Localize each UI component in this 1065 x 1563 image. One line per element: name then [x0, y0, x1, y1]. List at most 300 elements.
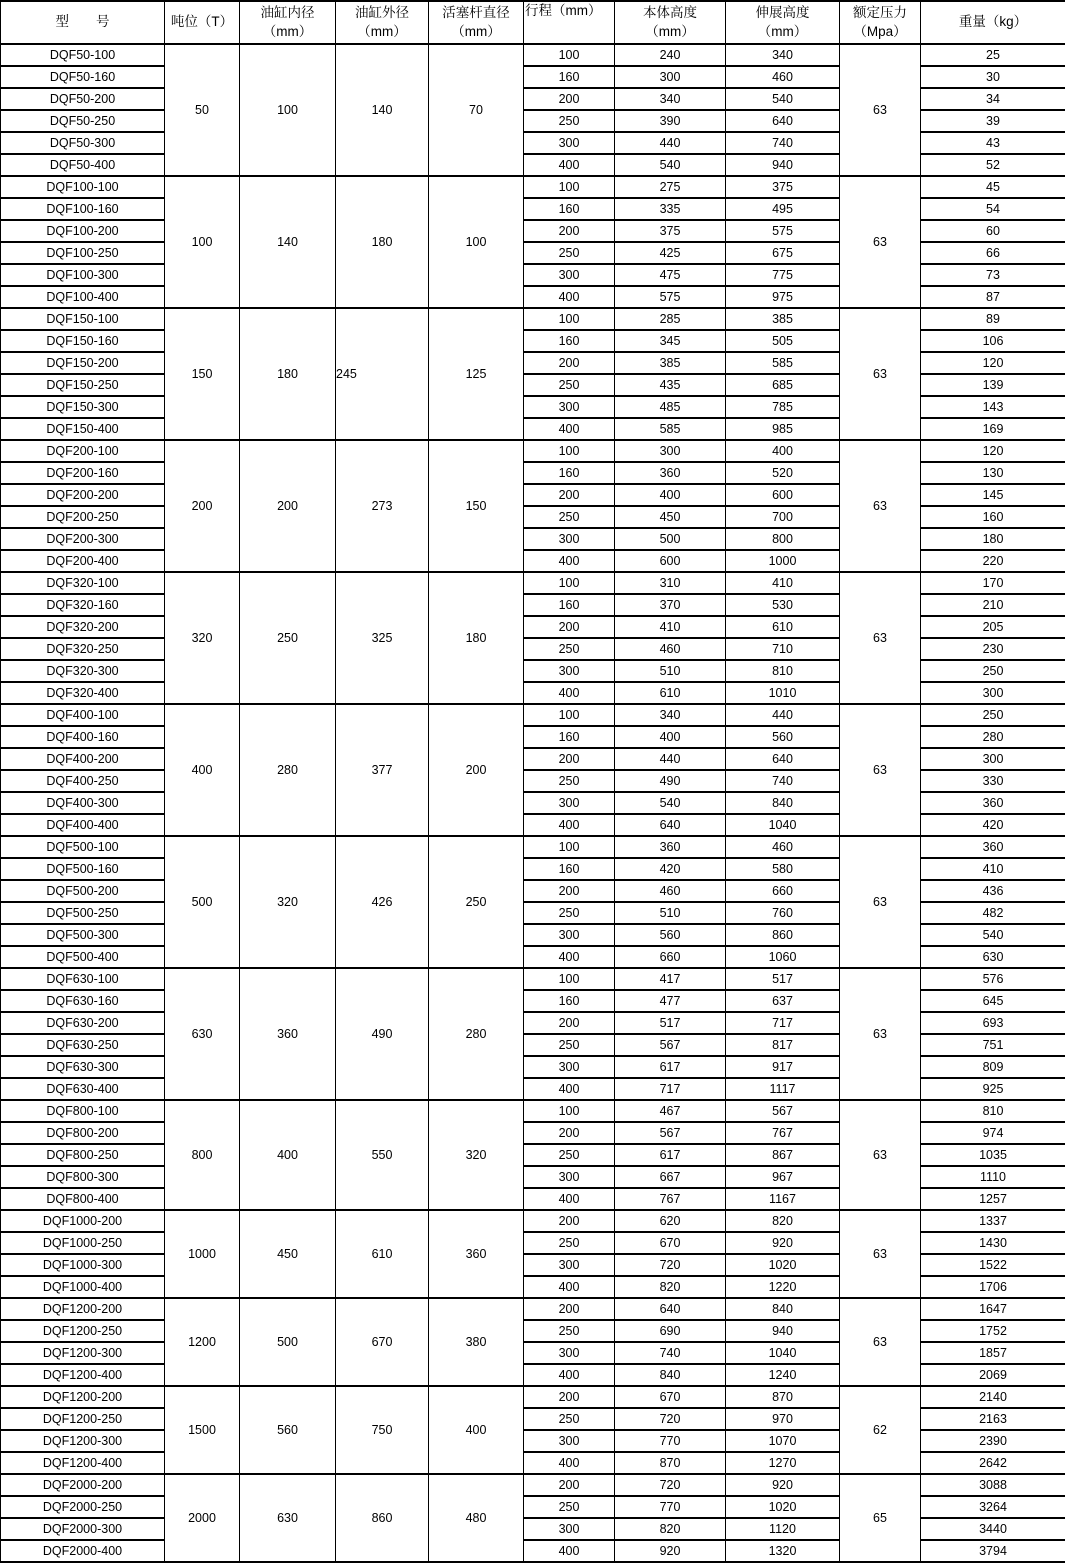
extended-height-cell: 505 — [726, 330, 840, 352]
weight-cell: 250 — [921, 660, 1065, 682]
stroke-cell: 160 — [524, 858, 615, 880]
weight-cell: 66 — [921, 242, 1065, 264]
model-cell: DQF1200-400 — [1, 1452, 165, 1474]
col-header-pressure-label: 额定压力 — [853, 5, 907, 20]
weight-cell: 120 — [921, 440, 1065, 462]
weight-cell: 1522 — [921, 1254, 1065, 1276]
model-cell: DQF630-200 — [1, 1012, 165, 1034]
weight-cell: 925 — [921, 1078, 1065, 1100]
extended-height-cell: 700 — [726, 506, 840, 528]
weight-cell: 693 — [921, 1012, 1065, 1034]
weight-cell: 2163 — [921, 1408, 1065, 1430]
body-height-cell: 670 — [615, 1232, 726, 1254]
tonnage-cell: 200 — [165, 440, 240, 572]
outer-diameter-cell: 140 — [336, 44, 429, 176]
weight-cell: 576 — [921, 968, 1065, 990]
stroke-cell: 300 — [524, 660, 615, 682]
extended-height-cell: 1120 — [726, 1518, 840, 1540]
body-height-cell: 467 — [615, 1100, 726, 1122]
model-cell: DQF1200-300 — [1, 1430, 165, 1452]
model-cell: DQF320-200 — [1, 616, 165, 638]
pressure-cell: 63 — [840, 176, 921, 308]
stroke-cell: 100 — [524, 176, 615, 198]
body-height-cell: 690 — [615, 1320, 726, 1342]
extended-height-cell: 340 — [726, 44, 840, 66]
outer-diameter-cell: 670 — [336, 1298, 429, 1386]
rod-diameter-cell: 280 — [429, 968, 524, 1100]
tonnage-cell: 2000 — [165, 1474, 240, 1562]
extended-height-cell: 740 — [726, 770, 840, 792]
outer-diameter-cell: 490 — [336, 968, 429, 1100]
weight-cell: 2642 — [921, 1452, 1065, 1474]
body-height-cell: 390 — [615, 110, 726, 132]
extended-height-cell: 540 — [726, 88, 840, 110]
extended-height-cell: 1020 — [726, 1254, 840, 1276]
weight-cell: 169 — [921, 418, 1065, 440]
weight-cell: 1857 — [921, 1342, 1065, 1364]
weight-cell: 3794 — [921, 1540, 1065, 1562]
body-height-cell: 400 — [615, 484, 726, 506]
body-height-cell: 600 — [615, 550, 726, 572]
bore-diameter-cell: 140 — [240, 176, 336, 308]
weight-cell: 2390 — [921, 1430, 1065, 1452]
weight-cell: 540 — [921, 924, 1065, 946]
weight-cell: 220 — [921, 550, 1065, 572]
pressure-cell: 63 — [840, 308, 921, 440]
extended-height-cell: 1060 — [726, 946, 840, 968]
stroke-cell: 200 — [524, 220, 615, 242]
stroke-cell: 250 — [524, 506, 615, 528]
stroke-cell: 400 — [524, 550, 615, 572]
body-height-cell: 300 — [615, 440, 726, 462]
weight-cell: 410 — [921, 858, 1065, 880]
extended-height-cell: 740 — [726, 132, 840, 154]
col-header-bore-unit: （mm） — [240, 23, 335, 41]
extended-height-cell: 1117 — [726, 1078, 840, 1100]
table-row — [1, 968, 1065, 990]
tonnage-cell: 1000 — [165, 1210, 240, 1298]
body-height-cell: 667 — [615, 1166, 726, 1188]
model-cell: DQF630-100 — [1, 968, 165, 990]
extended-height-cell: 1220 — [726, 1276, 840, 1298]
col-header-extended-height-unit: （mm） — [726, 23, 839, 41]
body-height-cell: 485 — [615, 396, 726, 418]
stroke-cell: 300 — [524, 924, 615, 946]
model-cell: DQF150-200 — [1, 352, 165, 374]
stroke-cell: 400 — [524, 1540, 615, 1562]
body-height-cell: 475 — [615, 264, 726, 286]
model-cell: DQF800-400 — [1, 1188, 165, 1210]
model-cell: DQF1000-200 — [1, 1210, 165, 1232]
weight-cell: 1430 — [921, 1232, 1065, 1254]
body-height-cell: 335 — [615, 198, 726, 220]
rod-diameter-cell: 100 — [429, 176, 524, 308]
extended-height-cell: 967 — [726, 1166, 840, 1188]
weight-cell: 54 — [921, 198, 1065, 220]
stroke-cell: 400 — [524, 286, 615, 308]
body-height-cell: 345 — [615, 330, 726, 352]
rod-diameter-cell: 380 — [429, 1298, 524, 1386]
body-height-cell: 560 — [615, 924, 726, 946]
extended-height-cell: 560 — [726, 726, 840, 748]
model-cell: DQF200-300 — [1, 528, 165, 550]
model-cell: DQF320-160 — [1, 594, 165, 616]
body-height-cell: 717 — [615, 1078, 726, 1100]
weight-cell: 30 — [921, 66, 1065, 88]
stroke-cell: 160 — [524, 726, 615, 748]
weight-cell: 160 — [921, 506, 1065, 528]
col-header-body-height-label: 本体高度 — [643, 5, 697, 20]
tonnage-cell: 150 — [165, 308, 240, 440]
model-cell: DQF2000-250 — [1, 1496, 165, 1518]
extended-height-cell: 1320 — [726, 1540, 840, 1562]
extended-height-cell: 1020 — [726, 1496, 840, 1518]
col-header-rod-diameter — [429, 1, 524, 44]
outer-diameter-cell: 550 — [336, 1100, 429, 1210]
extended-height-cell: 460 — [726, 836, 840, 858]
tonnage-cell: 800 — [165, 1100, 240, 1210]
pressure-cell: 63 — [840, 1298, 921, 1386]
table-row — [1, 1474, 1065, 1496]
stroke-cell: 250 — [524, 770, 615, 792]
rod-diameter-cell: 125 — [429, 308, 524, 440]
model-cell: DQF1000-400 — [1, 1276, 165, 1298]
col-header-body-height-unit: （mm） — [615, 23, 725, 41]
extended-height-cell: 567 — [726, 1100, 840, 1122]
bore-diameter-cell: 320 — [240, 836, 336, 968]
extended-height-cell: 460 — [726, 66, 840, 88]
model-cell: DQF1000-300 — [1, 1254, 165, 1276]
model-cell: DQF50-200 — [1, 88, 165, 110]
body-height-cell: 770 — [615, 1430, 726, 1452]
bore-diameter-cell: 630 — [240, 1474, 336, 1562]
body-height-cell: 410 — [615, 616, 726, 638]
stroke-cell: 250 — [524, 1408, 615, 1430]
weight-cell: 280 — [921, 726, 1065, 748]
stroke-cell: 300 — [524, 528, 615, 550]
rod-diameter-cell: 200 — [429, 704, 524, 836]
extended-height-cell: 1167 — [726, 1188, 840, 1210]
stroke-cell: 200 — [524, 616, 615, 638]
bore-diameter-cell: 250 — [240, 572, 336, 704]
weight-cell: 751 — [921, 1034, 1065, 1056]
stroke-cell: 250 — [524, 1144, 615, 1166]
stroke-cell: 300 — [524, 396, 615, 418]
model-cell: DQF1200-200 — [1, 1298, 165, 1320]
model-cell: DQF100-100 — [1, 176, 165, 198]
body-height-cell: 720 — [615, 1254, 726, 1276]
rod-diameter-cell: 400 — [429, 1386, 524, 1474]
body-height-cell: 540 — [615, 154, 726, 176]
extended-height-cell: 1240 — [726, 1364, 840, 1386]
bore-diameter-cell: 400 — [240, 1100, 336, 1210]
pressure-cell: 63 — [840, 968, 921, 1100]
stroke-cell: 400 — [524, 154, 615, 176]
extended-height-cell: 1040 — [726, 1342, 840, 1364]
body-height-cell: 275 — [615, 176, 726, 198]
extended-height-cell: 410 — [726, 572, 840, 594]
extended-height-cell: 375 — [726, 176, 840, 198]
extended-height-cell: 867 — [726, 1144, 840, 1166]
weight-cell: 210 — [921, 594, 1065, 616]
model-cell: DQF800-300 — [1, 1166, 165, 1188]
table-header — [1, 1, 1065, 44]
stroke-cell: 250 — [524, 374, 615, 396]
body-height-cell: 870 — [615, 1452, 726, 1474]
table-row — [1, 836, 1065, 858]
body-height-cell: 360 — [615, 836, 726, 858]
weight-cell: 3264 — [921, 1496, 1065, 1518]
tonnage-cell: 320 — [165, 572, 240, 704]
table-row — [1, 572, 1065, 594]
extended-height-cell: 710 — [726, 638, 840, 660]
stroke-cell: 100 — [524, 440, 615, 462]
stroke-cell: 250 — [524, 242, 615, 264]
col-header-outer-unit: （mm） — [336, 23, 428, 41]
body-height-cell: 417 — [615, 968, 726, 990]
col-header-outer-diameter — [336, 1, 429, 44]
body-height-cell: 425 — [615, 242, 726, 264]
weight-cell: 106 — [921, 330, 1065, 352]
weight-cell: 120 — [921, 352, 1065, 374]
col-header-weight — [921, 1, 1065, 44]
body-height-cell: 567 — [615, 1034, 726, 1056]
extended-height-cell: 517 — [726, 968, 840, 990]
extended-height-cell: 820 — [726, 1210, 840, 1232]
weight-cell: 3440 — [921, 1518, 1065, 1540]
table-body — [1, 44, 1065, 1562]
extended-height-cell: 640 — [726, 748, 840, 770]
table-row — [1, 704, 1065, 726]
stroke-cell: 200 — [524, 1298, 615, 1320]
body-height-cell: 375 — [615, 220, 726, 242]
bore-diameter-cell: 450 — [240, 1210, 336, 1298]
body-height-cell: 670 — [615, 1386, 726, 1408]
stroke-cell: 250 — [524, 902, 615, 924]
extended-height-cell: 975 — [726, 286, 840, 308]
weight-cell: 1647 — [921, 1298, 1065, 1320]
model-cell: DQF150-250 — [1, 374, 165, 396]
model-cell: DQF400-250 — [1, 770, 165, 792]
stroke-cell: 300 — [524, 1430, 615, 1452]
model-cell: DQF150-100 — [1, 308, 165, 330]
rod-diameter-cell: 320 — [429, 1100, 524, 1210]
stroke-cell: 200 — [524, 1474, 615, 1496]
extended-height-cell: 920 — [726, 1232, 840, 1254]
extended-height-cell: 600 — [726, 484, 840, 506]
model-cell: DQF320-100 — [1, 572, 165, 594]
weight-cell: 52 — [921, 154, 1065, 176]
weight-cell: 1337 — [921, 1210, 1065, 1232]
rod-diameter-cell: 360 — [429, 1210, 524, 1298]
model-cell: DQF100-200 — [1, 220, 165, 242]
col-header-extended-height-label: 伸展高度 — [756, 5, 810, 20]
body-height-cell: 240 — [615, 44, 726, 66]
body-height-cell: 510 — [615, 660, 726, 682]
body-height-cell: 640 — [615, 1298, 726, 1320]
stroke-cell: 300 — [524, 792, 615, 814]
weight-cell: 25 — [921, 44, 1065, 66]
weight-cell: 130 — [921, 462, 1065, 484]
body-height-cell: 610 — [615, 682, 726, 704]
extended-height-cell: 985 — [726, 418, 840, 440]
extended-height-cell: 840 — [726, 1298, 840, 1320]
pressure-cell: 63 — [840, 1100, 921, 1210]
model-cell: DQF1200-250 — [1, 1408, 165, 1430]
model-cell: DQF1000-250 — [1, 1232, 165, 1254]
outer-diameter-cell: 180 — [336, 176, 429, 308]
table-row — [1, 1100, 1065, 1122]
weight-cell: 43 — [921, 132, 1065, 154]
table-row — [1, 44, 1065, 66]
col-header-bore-diameter — [240, 1, 336, 44]
stroke-cell: 200 — [524, 484, 615, 506]
table-row — [1, 1386, 1065, 1408]
weight-cell: 3088 — [921, 1474, 1065, 1496]
outer-diameter-cell: 273 — [336, 440, 429, 572]
stroke-cell: 100 — [524, 968, 615, 990]
tonnage-cell: 1200 — [165, 1298, 240, 1386]
body-height-cell: 720 — [615, 1474, 726, 1496]
tonnage-cell: 50 — [165, 44, 240, 176]
stroke-cell: 100 — [524, 704, 615, 726]
model-cell: DQF800-250 — [1, 1144, 165, 1166]
col-header-body-height — [615, 1, 726, 44]
extended-height-cell: 860 — [726, 924, 840, 946]
stroke-cell: 160 — [524, 330, 615, 352]
tonnage-cell: 630 — [165, 968, 240, 1100]
extended-height-cell: 660 — [726, 880, 840, 902]
model-cell: DQF50-250 — [1, 110, 165, 132]
outer-diameter-cell: 610 — [336, 1210, 429, 1298]
model-cell: DQF50-400 — [1, 154, 165, 176]
weight-cell: 645 — [921, 990, 1065, 1012]
extended-height-cell: 1000 — [726, 550, 840, 572]
weight-cell: 420 — [921, 814, 1065, 836]
extended-height-cell: 640 — [726, 110, 840, 132]
weight-cell: 809 — [921, 1056, 1065, 1078]
weight-cell: 360 — [921, 792, 1065, 814]
model-cell: DQF500-160 — [1, 858, 165, 880]
extended-height-cell: 637 — [726, 990, 840, 1012]
body-height-cell: 340 — [615, 88, 726, 110]
extended-height-cell: 675 — [726, 242, 840, 264]
model-cell: DQF500-400 — [1, 946, 165, 968]
col-header-model — [1, 1, 165, 44]
extended-height-cell: 610 — [726, 616, 840, 638]
body-height-cell: 460 — [615, 638, 726, 660]
bore-diameter-cell: 560 — [240, 1386, 336, 1474]
model-cell: DQF50-100 — [1, 44, 165, 66]
rod-diameter-cell: 180 — [429, 572, 524, 704]
model-cell: DQF800-100 — [1, 1100, 165, 1122]
tonnage-cell: 100 — [165, 176, 240, 308]
body-height-cell: 617 — [615, 1056, 726, 1078]
extended-height-cell: 800 — [726, 528, 840, 550]
rod-diameter-cell: 480 — [429, 1474, 524, 1562]
extended-height-cell: 575 — [726, 220, 840, 242]
extended-height-cell: 785 — [726, 396, 840, 418]
model-cell: DQF500-200 — [1, 880, 165, 902]
body-height-cell: 620 — [615, 1210, 726, 1232]
model-cell: DQF500-100 — [1, 836, 165, 858]
extended-height-cell: 495 — [726, 198, 840, 220]
weight-cell: 143 — [921, 396, 1065, 418]
stroke-cell: 100 — [524, 1100, 615, 1122]
outer-diameter-cell: 245 — [336, 308, 429, 440]
body-height-cell: 720 — [615, 1408, 726, 1430]
body-height-cell: 285 — [615, 308, 726, 330]
body-height-cell: 370 — [615, 594, 726, 616]
extended-height-cell: 760 — [726, 902, 840, 924]
model-cell: DQF200-160 — [1, 462, 165, 484]
model-cell: DQF100-400 — [1, 286, 165, 308]
model-cell: DQF320-250 — [1, 638, 165, 660]
weight-cell: 436 — [921, 880, 1065, 902]
body-height-cell: 575 — [615, 286, 726, 308]
weight-cell: 330 — [921, 770, 1065, 792]
model-cell: DQF320-300 — [1, 660, 165, 682]
body-height-cell: 360 — [615, 462, 726, 484]
stroke-cell: 200 — [524, 352, 615, 374]
model-cell: DQF150-160 — [1, 330, 165, 352]
outer-diameter-cell: 325 — [336, 572, 429, 704]
weight-cell: 45 — [921, 176, 1065, 198]
model-cell: DQF630-400 — [1, 1078, 165, 1100]
body-height-cell: 460 — [615, 880, 726, 902]
col-header-rod-label: 活塞杆直径 — [442, 5, 510, 20]
body-height-cell: 477 — [615, 990, 726, 1012]
model-cell: DQF100-160 — [1, 198, 165, 220]
pressure-cell: 63 — [840, 1210, 921, 1298]
body-height-cell: 440 — [615, 748, 726, 770]
stroke-cell: 400 — [524, 1188, 615, 1210]
weight-cell: 810 — [921, 1100, 1065, 1122]
stroke-cell: 100 — [524, 572, 615, 594]
body-height-cell: 340 — [615, 704, 726, 726]
extended-height-cell: 1010 — [726, 682, 840, 704]
body-height-cell: 440 — [615, 132, 726, 154]
model-cell: DQF200-200 — [1, 484, 165, 506]
weight-cell: 1706 — [921, 1276, 1065, 1298]
table-row — [1, 308, 1065, 330]
bore-diameter-cell: 100 — [240, 44, 336, 176]
extended-height-cell: 810 — [726, 660, 840, 682]
model-cell: DQF1200-300 — [1, 1342, 165, 1364]
model-cell: DQF400-300 — [1, 792, 165, 814]
body-height-cell: 510 — [615, 902, 726, 924]
body-height-cell: 310 — [615, 572, 726, 594]
stroke-cell: 250 — [524, 110, 615, 132]
model-cell: DQF1200-250 — [1, 1320, 165, 1342]
tonnage-cell: 400 — [165, 704, 240, 836]
bore-diameter-cell: 180 — [240, 308, 336, 440]
body-height-cell: 400 — [615, 726, 726, 748]
model-cell: DQF150-300 — [1, 396, 165, 418]
stroke-cell: 200 — [524, 1210, 615, 1232]
extended-height-cell: 817 — [726, 1034, 840, 1056]
weight-cell: 230 — [921, 638, 1065, 660]
body-height-cell: 385 — [615, 352, 726, 374]
extended-height-cell: 580 — [726, 858, 840, 880]
extended-height-cell: 1040 — [726, 814, 840, 836]
stroke-cell: 100 — [524, 308, 615, 330]
col-header-weight-label: 重量（kg） — [959, 14, 1027, 29]
pressure-cell: 62 — [840, 1386, 921, 1474]
stroke-cell: 300 — [524, 132, 615, 154]
bore-diameter-cell: 360 — [240, 968, 336, 1100]
model-cell: DQF2000-300 — [1, 1518, 165, 1540]
